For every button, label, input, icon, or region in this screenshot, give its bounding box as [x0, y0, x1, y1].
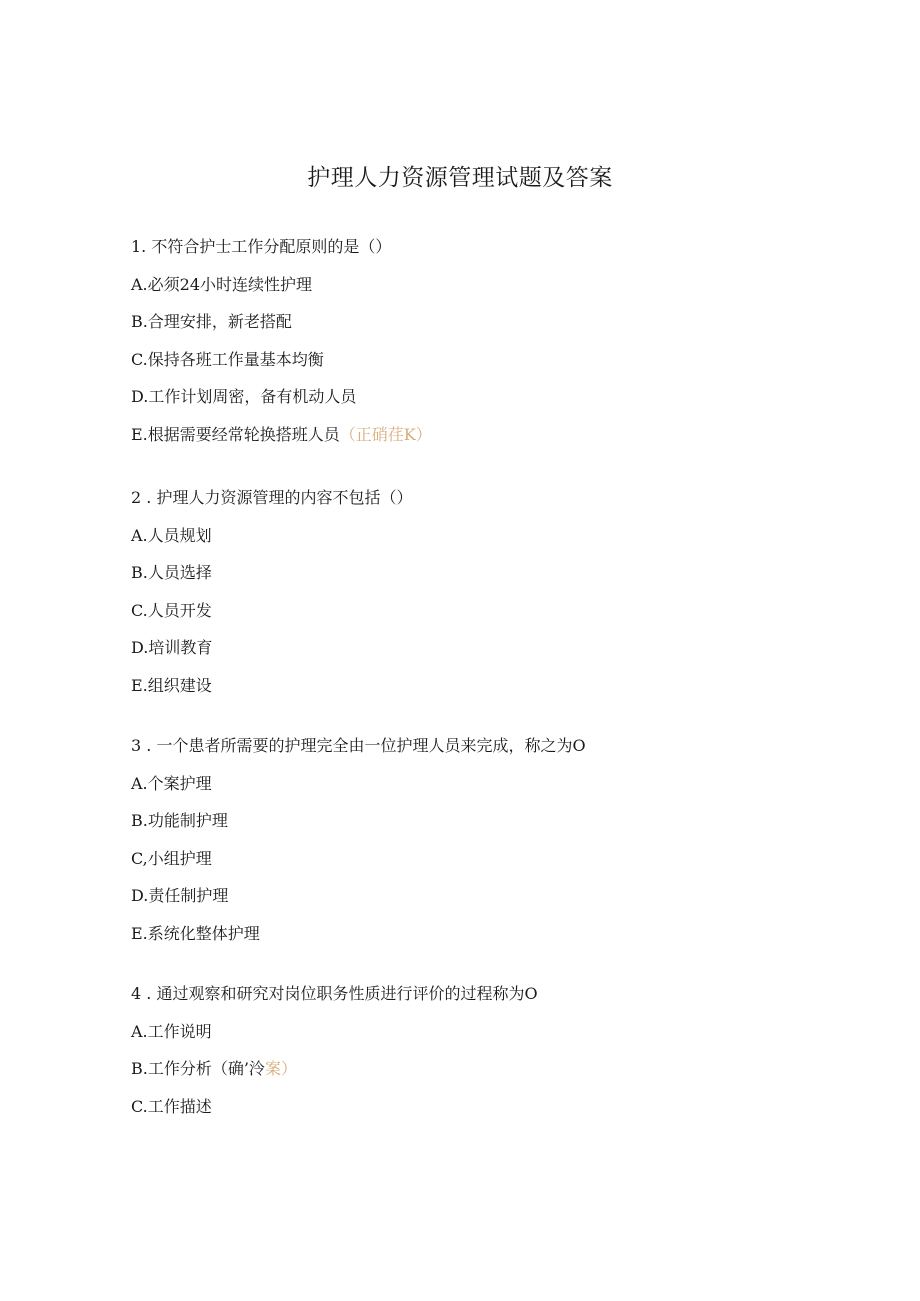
option-text: C.保持各班工作量基本均衡: [131, 349, 324, 369]
option-a: [131, 270, 851, 308]
question-stem: 2 . 护理人力资源管理的内容不包括（）: [131, 488, 413, 507]
option-text: B.人员选择: [131, 563, 212, 582]
option-d: [131, 881, 851, 919]
option-text: A.个案护理: [131, 773, 212, 793]
option-d: [131, 633, 851, 671]
option-e: [131, 420, 851, 458]
option-text: E.系统化整体护理: [131, 923, 260, 943]
question-2: [131, 483, 851, 708]
question-stem: 1. 不符合护士工作分配原则的是（）: [131, 237, 392, 256]
option-b: [131, 1054, 851, 1092]
option-text: D.培训教育: [131, 638, 213, 657]
option-d: [131, 382, 851, 420]
option-text: C,小组护理: [131, 848, 212, 868]
option-text: B.功能制护理: [131, 811, 228, 830]
option-a: [131, 1017, 851, 1055]
option-a: [131, 769, 851, 807]
option-text: D.工作计划周密，备有机动人员: [131, 387, 357, 406]
question-4: [131, 979, 851, 1129]
correct-answer-mark: （正硝荏K）: [339, 424, 432, 444]
option-text: C.工作描述: [131, 1096, 212, 1116]
option-text: E.组织建设: [131, 675, 212, 695]
option-e: [131, 919, 851, 957]
question-1: [131, 232, 851, 457]
option-b: [131, 307, 851, 345]
option-text: A.必须24小时连续性护理: [131, 274, 313, 294]
correct-answer-mark: 案）: [264, 1059, 297, 1078]
question-stem: 4 . 通过观察和研究对岗位职务性质进行评价的过程称为O: [131, 984, 538, 1003]
option-text: B.工作分析（确’泠: [131, 1059, 265, 1078]
question-3: [131, 731, 851, 956]
option-e: [131, 671, 851, 709]
option-a: [131, 521, 851, 559]
option-b: [131, 558, 851, 596]
option-text: C.人员开发: [131, 600, 212, 620]
option-text: A.人员规划: [131, 525, 212, 545]
option-text: D.责任制护理: [131, 886, 229, 905]
option-text: E.根据需要经常轮换搭班人员: [131, 424, 340, 444]
option-text: A.工作说明: [131, 1021, 212, 1041]
question-stem: 3 . 一个患者所需要的护理完全由一位护理人员来完成，称之为O: [131, 736, 586, 755]
option-text: B.合理安排，新老搭配: [131, 312, 292, 331]
option-b: [131, 806, 851, 844]
document-title: 护理人力资源管理试题及答案: [307, 165, 613, 191]
option-c: [131, 596, 851, 634]
option-c: [131, 844, 851, 882]
option-c: [131, 1092, 851, 1130]
option-c: [131, 345, 851, 383]
